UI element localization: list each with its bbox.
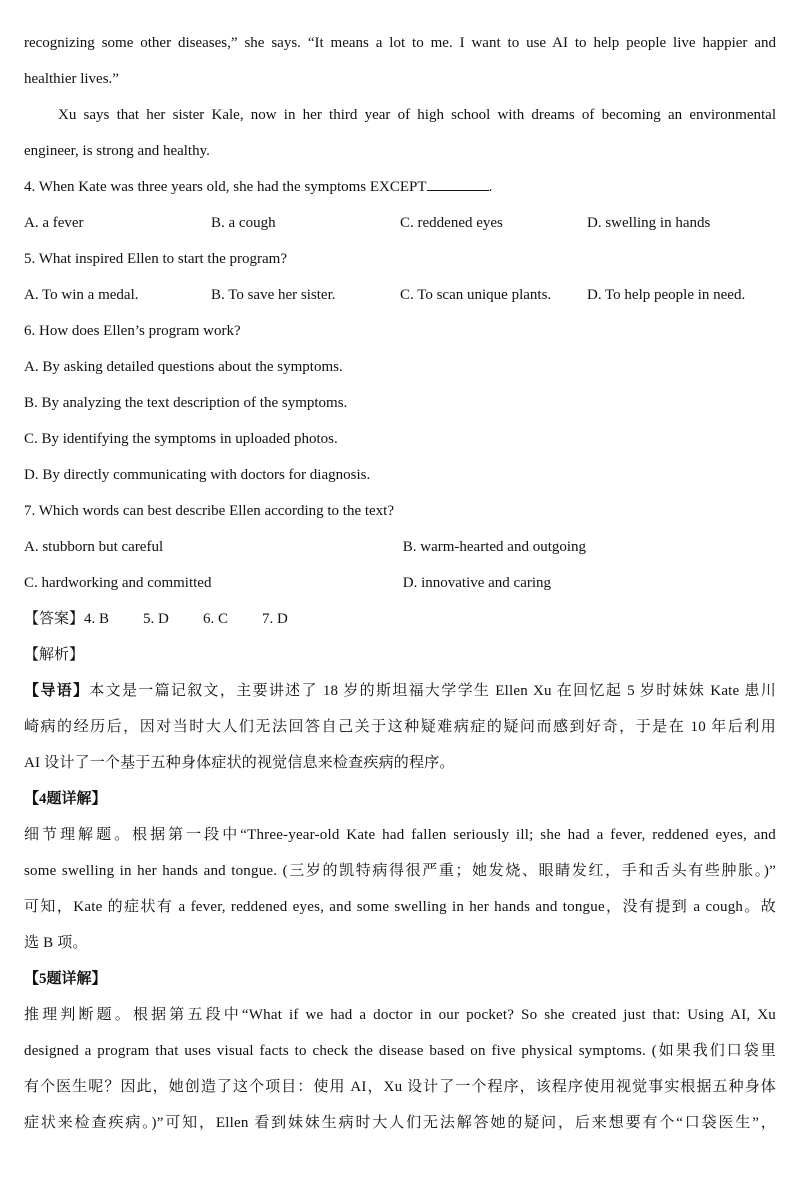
option-c: C. By identifying the symptoms in uploaded photos. <box>24 431 338 447</box>
q5-detail-line: 症状来检查疾病。)”可知，Ellen 看到妹妹生病时大人们无法解答她的疑问，后来想要有个“口袋医生”， <box>24 1115 776 1131</box>
answer-blank <box>427 172 489 191</box>
q5-detail-label: 【5题详解】 <box>24 971 107 987</box>
option-d: D. By directly communicating with doctors for diagnosis. <box>24 467 371 483</box>
passage-line: healthier lives.” <box>24 71 119 87</box>
option-a: A. a fever <box>24 215 84 231</box>
answer-item: 5. D <box>143 611 169 627</box>
q4-detail-label: 【4题详解】 <box>24 791 107 807</box>
guide-text: 本文是一篇记叙文，主要讲述了 18 岁的斯坦福大学学生 Ellen Xu 在回忆起 5 岁时妹妹 Kate 患川 <box>89 683 776 699</box>
passage-line: Xu says that her sister Kale, now in her third year of high school with dreams of becoming an environmental <box>58 107 776 123</box>
q4-detail-line: 可知，Kate 的症状有 a fever, reddened eyes, and some swelling in her hands and tongue，没有提到 a cough。故 <box>24 899 776 915</box>
option-a: A. To win a medal. <box>24 287 139 303</box>
question-5-options <box>24 280 776 316</box>
q5-detail-line: designed a program that uses visual facts to check the disease based on five physical symptoms. (如果我们口袋里 <box>24 1043 776 1059</box>
q5-detail-line: 推理判断题。根据第五段中“What if we had a doctor in our pocket? So she created just that: Using AI, Xu <box>24 1007 776 1023</box>
question-7-options-row2 <box>24 568 776 604</box>
answer-line <box>24 604 776 640</box>
option-a: A. stubborn but careful <box>24 539 164 555</box>
question-4-options <box>24 208 776 244</box>
question-7-stem: 7. Which words can best describe Ellen according to the text? <box>24 503 395 519</box>
question-4-stem <box>24 172 776 208</box>
guide-label: 【导语】 <box>24 683 90 699</box>
option-d: D. swelling in hands <box>587 215 711 231</box>
question-7-options-row1 <box>24 532 776 568</box>
answer-item: 7. D <box>262 611 288 627</box>
guide-line <box>24 676 776 712</box>
answer-item: 4. B <box>84 611 110 627</box>
option-c: C. To scan unique plants. <box>400 287 552 303</box>
q4-detail-line: 细节理解题。根据第一段中“Three-year-old Kate had fallen seriously ill; she had a fever, reddened eyes, and <box>24 827 776 843</box>
document-page <box>24 28 776 1144</box>
q4-detail-line: 选 B 项。 <box>24 935 88 951</box>
analysis-label: 【解析】 <box>24 647 85 663</box>
answer-item: 6. C <box>203 611 229 627</box>
passage-line: engineer, is strong and healthy. <box>24 143 210 159</box>
guide-line: 崎病的经历后，因对当时大人们无法回答自己关于这种疑难病症的疑问而感到好奇，于是在 10 年后利用 <box>24 719 776 735</box>
question-6-stem: 6. How does Ellen’s program work? <box>24 323 241 339</box>
option-a: A. By asking detailed questions about the symptoms. <box>24 359 343 375</box>
option-b: B. By analyzing the text description of the symptoms. <box>24 395 348 411</box>
q5-detail-line: 有个医生呢？因此，她创造了这个项目：使用 AI，Xu 设计了一个程序，该程序使用视觉事实根据五种身体 <box>24 1079 776 1095</box>
option-b: B. a cough <box>211 215 276 231</box>
option-c: C. reddened eyes <box>400 215 503 231</box>
passage-line: recognizing some other diseases,” she says. “It means a lot to me. I want to use AI to help people live happier and <box>24 35 776 51</box>
option-d: D. To help people in need. <box>587 287 746 303</box>
option-d: D. innovative and caring <box>402 575 552 591</box>
question-stem-text: . <box>488 179 493 195</box>
option-b: B. warm-hearted and outgoing <box>402 539 587 555</box>
guide-line: AI 设计了一个基于五种身体症状的视觉信息来检查疾病的程序。 <box>24 755 455 771</box>
question-stem-text: 4. When Kate was three years old, she had the symptoms EXCEPT <box>24 179 427 195</box>
q4-detail-line: some swelling in her hands and tongue. (三岁的凯特病得很严重；她发烧、眼睛发红，手和舌头有些肿胀。)” <box>24 863 776 879</box>
answer-label: 【答案】 <box>24 611 85 627</box>
option-c: C. hardworking and committed <box>24 575 212 591</box>
option-b: B. To save her sister. <box>211 287 336 303</box>
question-5-stem: 5. What inspired Ellen to start the program? <box>24 251 287 267</box>
